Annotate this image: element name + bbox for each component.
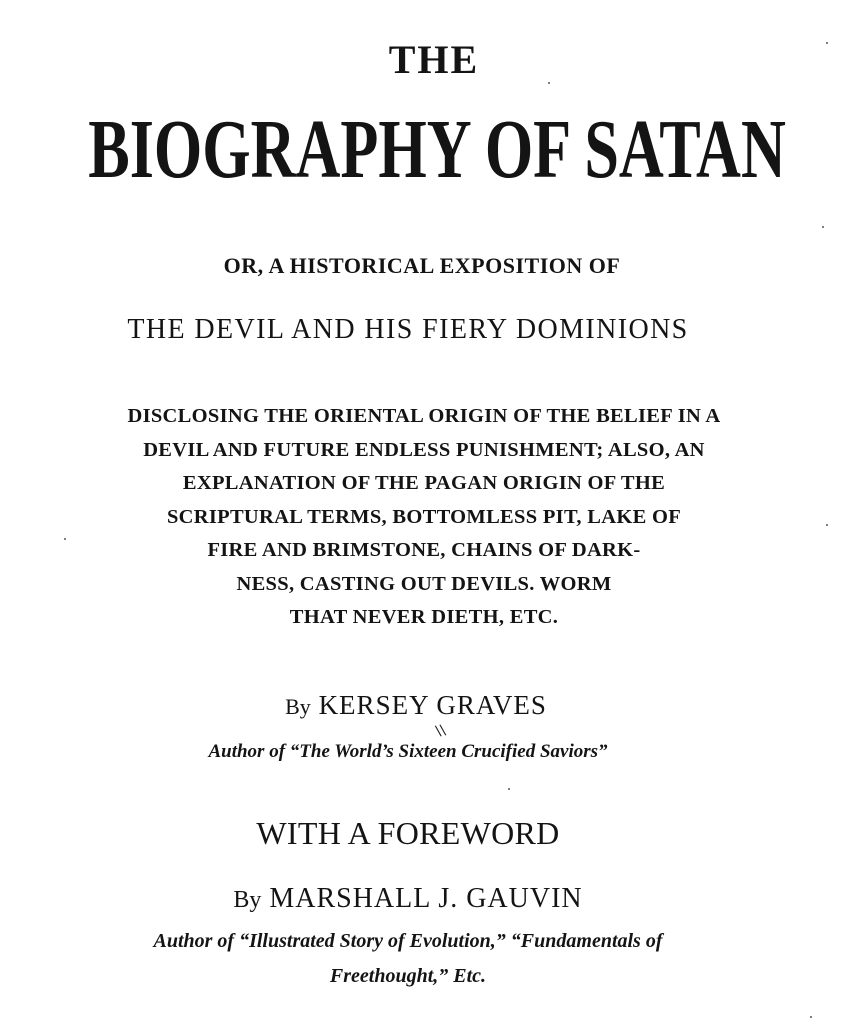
foreword-credit-line-2: Freethought,” Etc. — [329, 965, 487, 987]
print-speck — [508, 788, 510, 790]
description-line: FIRE AND BRIMSTONE, CHAINS OF DARK- — [207, 539, 641, 561]
print-speck — [64, 538, 66, 540]
foreword-author-credit — [0, 924, 832, 994]
print-speck — [826, 524, 828, 526]
the-heading: THE — [388, 37, 480, 82]
description-line: DEVIL AND FUTURE ENDLESS PUNISHMENT; ALSO, AN — [143, 438, 705, 461]
print-speck — [810, 1016, 812, 1018]
pen-mark-icon: \\ — [434, 722, 447, 740]
foreword-by-label: By — [233, 887, 262, 913]
author-credit: Author of “The World’s Sixteen Crucified Saviors” — [208, 741, 608, 762]
subtitle-line-1: OR, A HISTORICAL EXPOSITION OF — [223, 253, 621, 278]
foreword-author-name: MARSHALL J. GAUVIN — [269, 883, 583, 914]
description-line: SCRIPTURAL TERMS, BOTTOMLESS PIT, LAKE OF — [166, 505, 682, 528]
author-name: KERSEY GRAVES — [318, 690, 547, 720]
description-line: DISCLOSING THE ORIENTAL ORIGIN OF THE BELIEF IN A — [127, 405, 721, 427]
description-line: EXPLANATION OF THE PAGAN ORIGIN OF THE — [182, 472, 666, 494]
author-by-label: By — [285, 694, 311, 719]
print-speck — [822, 226, 824, 228]
print-speck — [548, 82, 550, 84]
author-line — [0, 690, 840, 721]
subtitle-line-2: THE DEVIL AND HIS FIERY DOMINIONS — [127, 314, 689, 345]
foreword-author-line — [0, 883, 832, 915]
description-line: NESS, CASTING OUT DEVILS. WORM — [236, 572, 612, 595]
book-title: BIOGRAPHY OF SATAN — [88, 103, 786, 196]
description-line: THAT NEVER DIETH, ETC. — [289, 606, 559, 628]
description-block — [0, 400, 848, 635]
print-speck — [826, 42, 828, 44]
foreword-credit-line-1: Author of “Illustrated Story of Evolution,” “Fundamentals of — [153, 930, 663, 952]
foreword-heading: WITH A FOREWORD — [256, 815, 560, 851]
